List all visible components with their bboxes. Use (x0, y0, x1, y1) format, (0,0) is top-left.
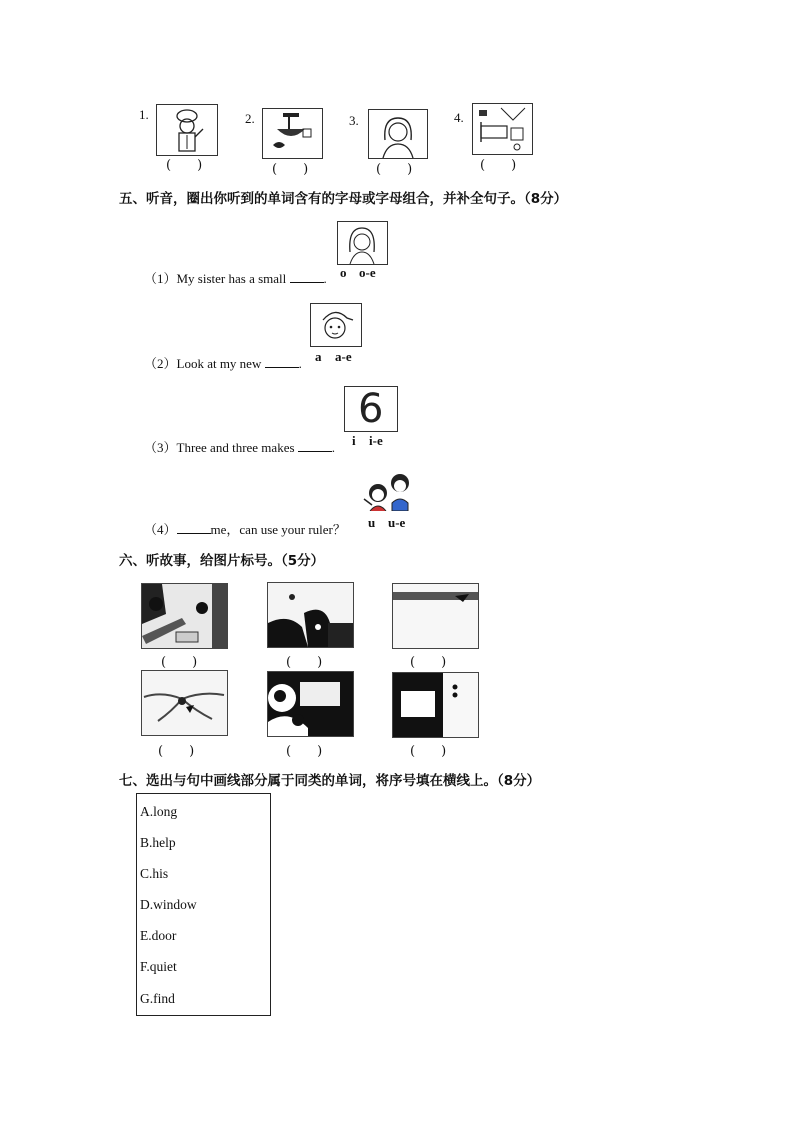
story-photo-4 (141, 670, 228, 736)
story-photo-5 (267, 671, 354, 737)
sentence-text: （4） (144, 522, 177, 537)
sentence-text: （3）Three and three makes (144, 440, 298, 455)
choice-a: A.long (140, 804, 178, 819)
section-5-heading: 五、听音，圈出你听到的单词含有的字母或字母组合，并补全句子。（8分） (119, 191, 568, 207)
answer-paren: ( ) (166, 158, 203, 173)
answer-paren: ( ) (480, 158, 517, 173)
sentence-1 (144, 268, 327, 287)
option-letters[interactable]: o-e (359, 265, 376, 280)
answer-paren: ( ) (376, 162, 413, 177)
item-number: 4. (454, 110, 464, 125)
story-photo-3 (392, 583, 479, 649)
boy-cap-icon (310, 303, 362, 347)
chef-picture (156, 104, 218, 156)
sentence-end: . (298, 356, 302, 371)
option-letter[interactable]: i (352, 433, 356, 448)
number-six-card (344, 386, 398, 432)
choice-f: F.quiet (140, 959, 177, 974)
answer-paren: ( ) (410, 744, 447, 759)
answer-paren: ( ) (286, 655, 323, 670)
item-number: 3. (349, 113, 359, 128)
choice-b: B.help (140, 835, 176, 850)
sentence-end: . (331, 440, 336, 455)
answer-paren: ( ) (158, 744, 195, 759)
choice-g: G.find (140, 991, 175, 1006)
choice-e: E.door (140, 928, 177, 943)
sentence-end: . (323, 271, 327, 286)
sentence-4 (144, 519, 346, 538)
answer-paren: ( ) (161, 655, 198, 670)
sentence-3 (144, 437, 335, 456)
sentence-2 (144, 353, 302, 372)
answer-paren: ( ) (272, 162, 309, 177)
answer-blank[interactable] (298, 441, 332, 452)
option-letter[interactable]: o (340, 265, 347, 280)
option-letters[interactable]: a-e (335, 349, 352, 364)
item-number: 1. (139, 107, 149, 122)
section-6-heading: 六、听故事，给图片标号。（5分） (119, 553, 325, 569)
bedroom-picture (472, 103, 533, 155)
story-photo-1 (141, 583, 228, 649)
word-choice-box (136, 793, 271, 1016)
sentence-text: me，can use your ruler？ (210, 522, 346, 537)
item-number: 2. (245, 111, 255, 126)
two-kids-icon (362, 469, 416, 511)
option-letter[interactable]: a (315, 349, 322, 364)
sentence-text: （2）Look at my new (144, 356, 265, 371)
story-photo-6 (392, 672, 479, 738)
answer-blank[interactable] (290, 272, 324, 283)
option-letters[interactable]: i-e (369, 433, 383, 448)
digit-six: 6 (358, 386, 384, 432)
answer-blank[interactable] (177, 523, 211, 534)
option-letters[interactable]: u-e (388, 515, 406, 530)
story-photo-2 (267, 582, 354, 648)
answer-blank[interactable] (265, 357, 299, 368)
girl-picture (368, 109, 428, 159)
choice-c: C.his (140, 866, 169, 881)
section-7-heading: 七、选出与句中画线部分属于同类的单词，将序号填在横线上。（8分） (119, 773, 541, 789)
choice-d: D.window (140, 897, 197, 912)
option-letter[interactable]: u (368, 515, 376, 530)
answer-paren: ( ) (410, 655, 447, 670)
answer-paren: ( ) (286, 744, 323, 759)
noodles-picture (262, 108, 323, 159)
girl-icon (337, 221, 388, 265)
sentence-text: （1）My sister has a small (144, 271, 290, 286)
